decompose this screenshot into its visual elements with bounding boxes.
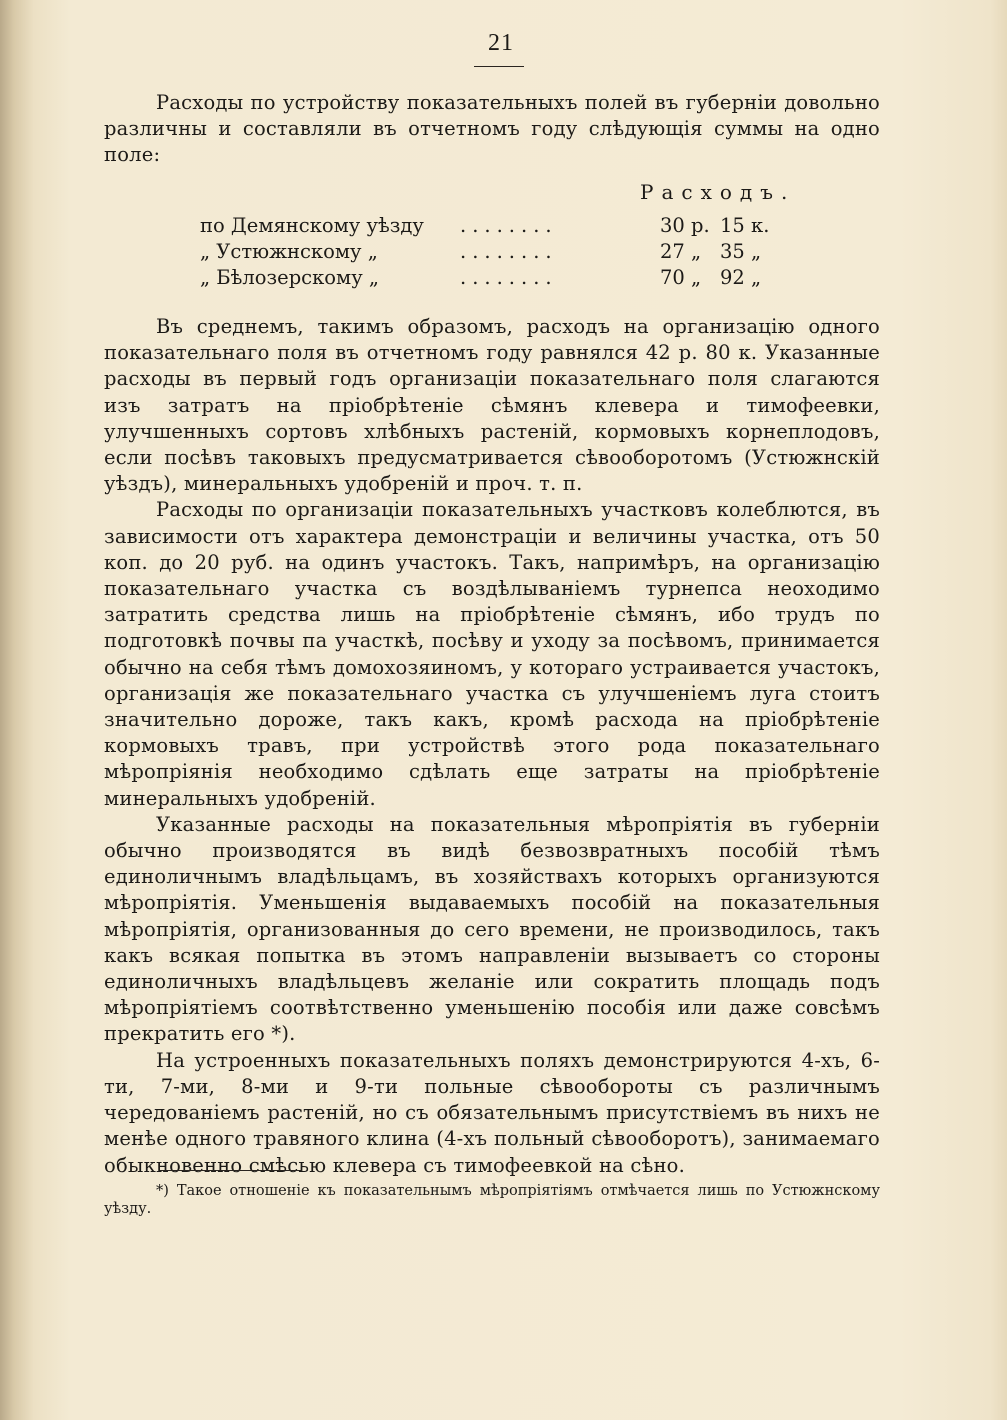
paragraph-crop-rotation: На устроенныхъ показательныхъ поляхъ демонстрируются 4-хъ, 6-ти, 7-ми, 8-ми и 9-ти польные сѣвообороты съ различнымъ чередованіемъ растеній, но съ обязательнымъ присутствіемъ въ нихъ не менѣе одного травяного клина (4-хъ польный сѣвооборотъ), занимаемаго обыкновенно смѣсью клевера съ тимофеевкой на сѣно. (104, 1048, 880, 1177)
expense-row-label: „ Устюжнскому „ (200, 240, 378, 263)
intro-paragraph (104, 90, 880, 169)
expense-row-label: „ Бѣлозерскому „ (200, 266, 379, 289)
main-text (104, 314, 880, 1179)
dot-leader: ........ (460, 214, 558, 237)
paragraph-subsidies: Указанные расходы на показательныя мѣропріятія въ губерніи обычно производятся въ видѣ безвозвратныхъ пособій тѣмъ единоличнымъ владѣльцамъ, въ хозяйствахъ которыхъ организуются мѣропріятія. Уменьшенія выдаваемыхъ пособій на показательныя мѣропріятія, организованныя до сего времени, не производилось, такъ какъ всякая попытка въ этомъ направленіи вызываетъ со стороны единоличныхъ владѣльцевъ желаніе или сократить площадь подъ мѣропріятіемъ соотвѣтственно уменьшенію пособія или даже совсѣмъ прекратить его *). (104, 812, 880, 1046)
page-number-underline (474, 66, 524, 67)
expense-row-label: по Демянскому уѣзду (200, 214, 424, 237)
footnote: *) Такое отношеніе къ показательнымъ мѣропріятіямъ отмѣчается лишь по Устюжнскому уѣзду. (104, 1183, 880, 1217)
expense-kopecks: 92 „ (720, 266, 762, 289)
expense-row-ustyuzhna (200, 240, 800, 266)
expense-rubles: 27 „ (660, 240, 702, 263)
page-number: 21 (488, 30, 514, 56)
paragraph-plot-costs: Расходы по организаціи показательныхъ участковъ колеблются, въ зависимости отъ характера демонстраціи и величины участка, отъ 50 коп. до 20 руб. на одинъ участокъ. Такъ, напримѣръ, на организацію показательнаго участка съ воздѣлываніемъ турнепса неоходимо затратить средства лишь на пріобрѣтеніе сѣмянъ, ибо трудъ по подготовкѣ почвы па участкѣ, посѣву и уходу за посѣвомъ, принимается обычно на себя тѣмъ домохозяиномъ, у котораго устраивается участокъ, организація же показательнаго участка съ улучшеніемъ луга стоитъ значительно дороже, такъ какъ, кромѣ расхода на пріобрѣтеніе кормовыхъ травъ, при устройствѣ этого рода показательнаго мѣропріянія необходимо сдѣлать еще затраты на пріобрѣтеніе минеральныхъ удобреній. (104, 498, 880, 810)
dot-leader: ........ (460, 240, 558, 263)
expense-rubles: 30 р. (660, 214, 710, 237)
expense-table-header: Расходъ. (640, 180, 796, 204)
expense-kopecks: 15 к. (720, 214, 770, 237)
paragraph-average-cost: Въ среднемъ, такимъ образомъ, расходъ на организацію одного показательнаго поля въ отчетномъ году равнялся 42 р. 80 к. Указанные расходы въ первый годъ организаціи показательнаго поля слагаются изъ затратъ на пріобрѣтеніе сѣмянъ клевера и тимофеевки, улучшенныхъ сортовъ хлѣбныхъ растеній, кормовыхъ корнеплодовъ, если посѣвъ таковыхъ предусматривается сѣвооборотомъ (Устюжнскій уѣздъ), минеральныхъ удобреній и проч. т. п. (104, 315, 880, 496)
expense-kopecks: 35 „ (720, 240, 762, 263)
intro-paragraph-text: Расходы по устройству показательныхъ полей въ губерніи довольно различны и составляли въ отчетномъ году слѣдующія суммы на одно поле: (104, 91, 880, 167)
expense-row-demyansk (200, 214, 800, 240)
dot-leader: ........ (460, 266, 558, 289)
expense-rubles: 70 „ (660, 266, 702, 289)
expense-row-belozersk (200, 266, 800, 292)
footnote-divider (160, 1170, 302, 1171)
